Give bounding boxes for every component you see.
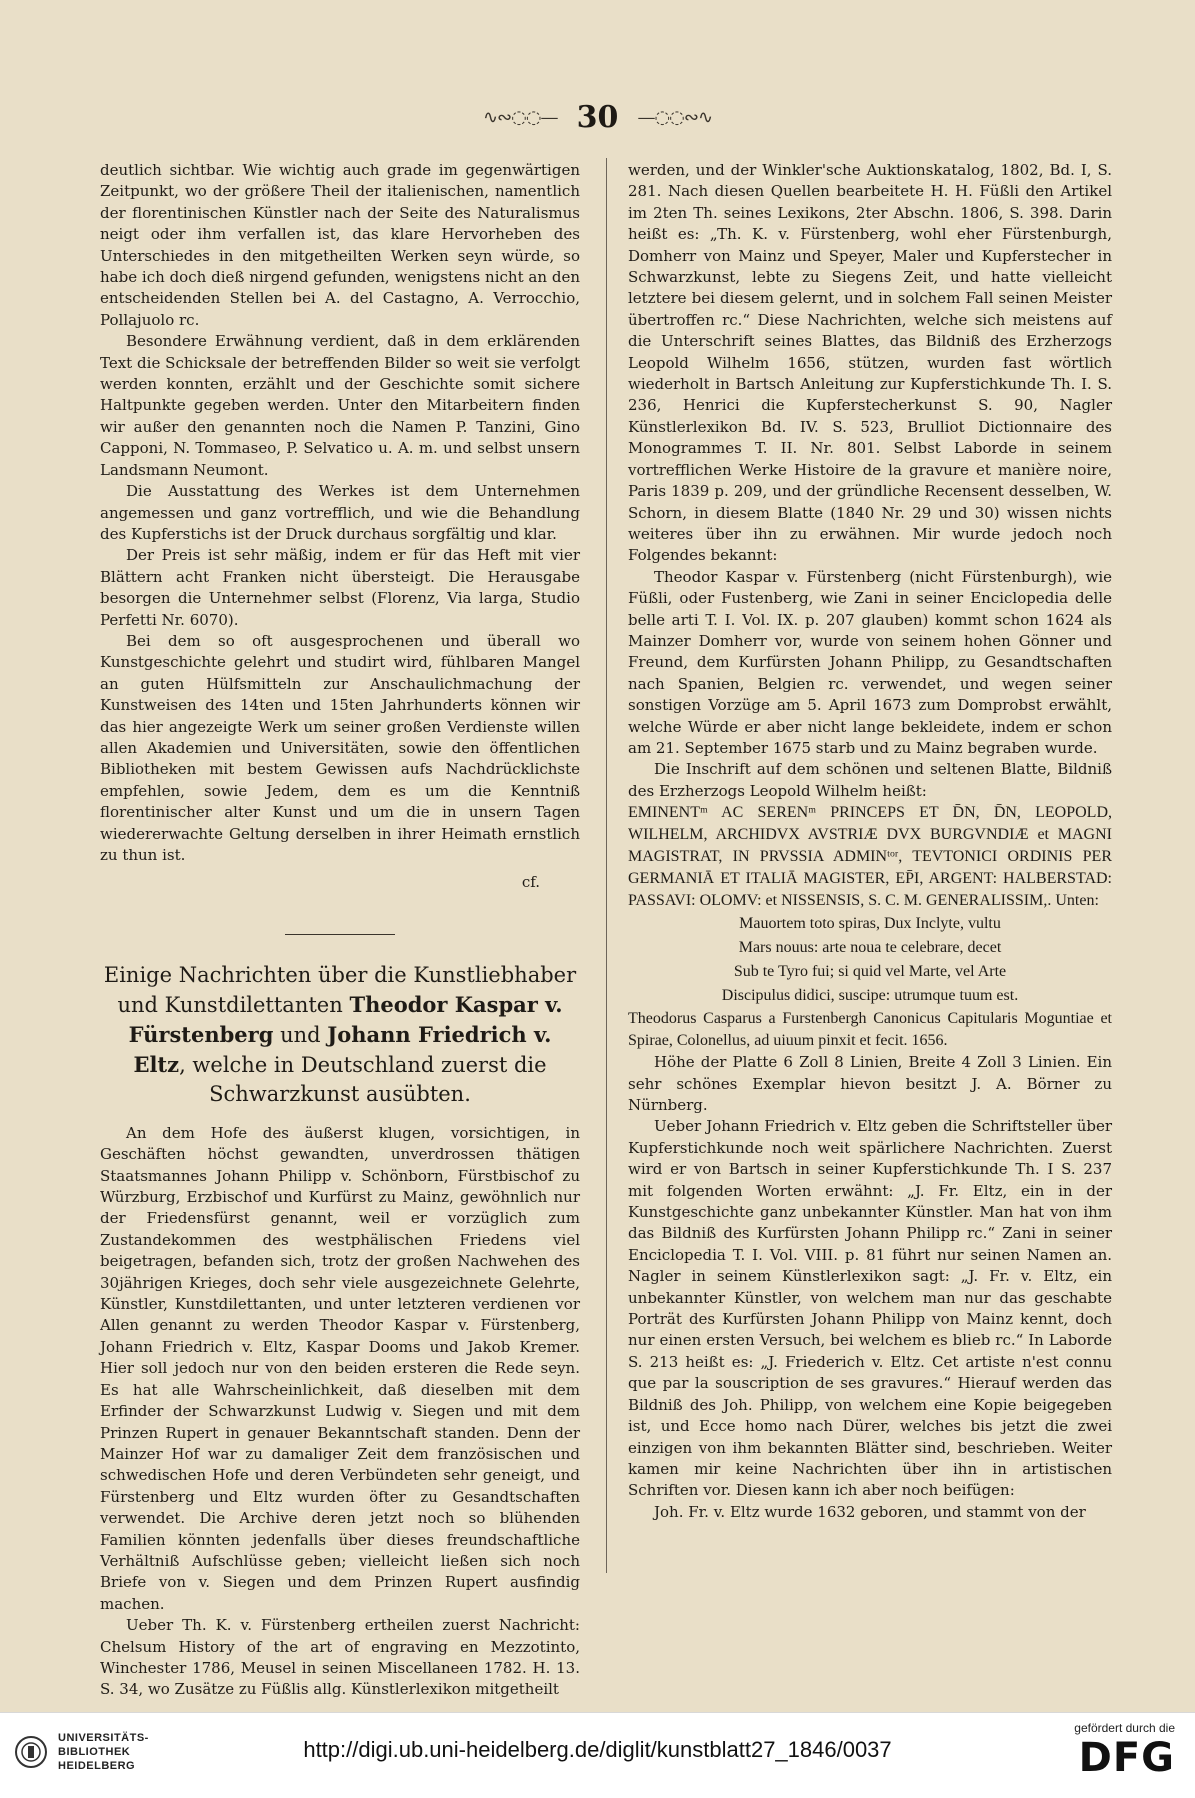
heading-text: Einige Nachrichten über die Kunstliebhaber und Kunstdilettanten — [103, 962, 577, 1017]
paragraph: Ueber Johann Friedrich v. Eltz geben die Schriftsteller über Kupferstichkunde noch weit spärlichere Nachrichten. Zuerst wird er von Bartsch in seiner Kupferstichkunde Th. I S. 237 mit folgenden Worten erwähnt: „J. Fr. Eltz, ein in der Kunstgeschichte ganz unbekannter Künstler. Man hat von ihm das Bildniß des Kurfürsten Johann Philipp rc.“ Zani in seiner Enciclopedia T. I. Vol. VIII. p. 81 führt nur seinen Namen an. Nagler in seinem Künstlerlexikon sagt: „J. Fr. v. Eltz, ein unbekannter Künstler, von welchem man nur das geschabte Porträt des Kurfürsten Johann Philipp von Mainz kennt, doch nur einen ersten Versuch, bei welchem es blieb rc.“ In Laborde S. 213 heißt es: „J. Friederich v. Eltz. Cet artiste n'est connu que par la souscription de ses gravures.“ Hierauf werden das Bildniß des Joh. Philipp, von welchem eine Kopie beigegeben ist, und Ecce homo nach Dürer, welches bis jetzt die zwei einzigen von ihm bekannten Blätter sind, beschrieben. Weiter kamen mir keine Nachrichten über ihn in artistischen Schriften vor. Diesen kann ich aber noch beifügen: — [628, 1117, 1112, 1500]
verse-line: Mauortem toto spiras, Dux Inclyte, vultu — [739, 915, 1001, 933]
library-name-line: BIBLIOTHEK — [58, 1746, 131, 1758]
inscription-tail: Unten: — [1055, 892, 1099, 910]
portrait-inscription — [628, 802, 1112, 912]
library-name-line: HEIDELBERG — [58, 1760, 136, 1772]
sponsor-block — [1074, 1721, 1175, 1781]
ornament-left-icon: ∿∾◌◌— — [482, 107, 558, 128]
source-url-link[interactable]: http://digi.ub.uni-heidelberg.de/diglit/kunstblatt27_1846/0037 — [303, 1737, 892, 1762]
page-header — [0, 100, 1195, 135]
verse-line: Sub te Tyro fui; si quid vel Marte, vel Arte — [733, 963, 1007, 981]
dfg-logo: DFG — [1078, 1735, 1175, 1781]
paragraph: Die Ausstattung des Werkes ist dem Unternehmen angemessen und ganz vortrefflich, und wie die Behandlung des Kupferstichs ist der Druck durchaus sorgfältig und klar. — [100, 482, 580, 543]
author-signature: cf. — [521, 873, 540, 892]
heading-text: und — [280, 1022, 321, 1047]
page-number: 30 — [576, 100, 619, 135]
library-name-line: UNIVERSITÄTS- — [58, 1732, 149, 1744]
right-column — [628, 160, 1112, 1523]
inscription-text: EMINENTᵐ AC SERENᵐ PRINCEPS ET D̄N, D̄N, LEOPOLD, WILHELM, ARCHIDVX AVSTRIÆ DVX BURGVNDIÆ et MAGNI MAGISTRAT, IN PRVSSIA ADMINᵗᵒʳ, TEVTONICI ORDINIS PER GERMANIĀ ET ITALIĀ MAGISTER, EP̄I, ARGENT: HALBERSTAD: PASSAVI: OLOMV: et NISSENSIS, S. C. M. GENERALISSIM,. — [628, 804, 1112, 910]
column-divider — [606, 158, 607, 1573]
heading-name-fuerstenberg: Theodor Kaspar v. Fürstenberg — [128, 991, 563, 1047]
verse-line: Mars nouus: arte noua te celebrare, decet — [738, 939, 1002, 957]
paragraph: Bei dem so oft ausgesprochenen und überall wo Kunstgeschichte gelehrt und studirt wird, fühlbaren Mangel an guten Hülfsmitteln zur Anschaulichmachung der Kunstweisen des 14ten und 15ten Jahrhunderts können wir das hier angezeigte Werk um seiner großen Verdienste willen allen Akademien und Universitäten, sowie den öffentlichen Bibliotheken mit bestem Gewissen aufs Nachdrücklichste empfehlen, sowie Jedem, dem es um die Kenntniß florentinischer alter Kunst und um die in unsern Tagen wiedererwachte Geltung derselben in ihrer Heimath ernstlich zu thun ist. — [100, 631, 580, 864]
latin-signature: Theodorus Casparus a Furstenbergh Canonicus Capitularis Moguntiae et Spirae, Colonellus, ad uiuum pinxit et fecit. 1656. — [628, 1010, 1112, 1050]
article-heading — [100, 961, 580, 1109]
heading-text: , welche in Deutschland zuerst die Schwarzkunst ausübten. — [179, 1052, 547, 1106]
verse-line: Discipulus didici, suscipe: utrumque tuum est. — [721, 987, 1019, 1005]
paragraph: werden, und der Winkler'sche Auktionskatalog, 1802, Bd. I, S. 281. Nach diesen Quellen bearbeitete H. H. Füßli den Artikel im 2ten Th. seines Lexikons, 2ter Abschn. 1806, S. 398. Darin heißt es: „Th. K. v. Fürstenberg, wohl eher Fürstenburgh, Domherr von Mainz und Speyer, Maler und Kupferstecher in Schwarzkunst, lebte zu Siegens Zeit, und hatte vielleicht letztere bei diesem gelernt, und in solchem Fall seinen Meister übertroffen rc.“ Diese Nachrichten, welche sich meistens auf die Unterschrift seines Blattes, das Bildniß des Erzherzogs Leopold Wilhelm 1656, stützen, wurden fast wörtlich wiederholt in Bartsch Anleitung zur Kupferstichkunde Th. I. S. 236, Henrici die Kupferstecherkunst S. 90, Nagler Künstlerlexikon Bd. IV. S. 523, Brulliot Dictionnaire des Monogrammes T. II. Nr. 801. Selbst Laborde in seinem vortrefflichen Werke Histoire de la gravure et manière noire, Paris 1839 p. 209, und der gründliche Recensent desselben, W. Schorn, in diesem Blatte (1840 Nr. 29 und 30) wissen nichts weiteres über ihn zu erwähnen. Mir wurde jedoch noch Folgendes bekannt: — [628, 161, 1112, 565]
paragraph: Besondere Erwähnung verdient, daß in dem erklärenden Text die Schicksale der betreffenden Bilder so weit sie verfolgt werden konnten, erzählt und der Geschichte somit sichere Haltpunkte gegeben werden. Unter den Mitarbeitern finden wir außer den genannten noch die Namen P. Tanzini, Gino Capponi, N. Tommaseo, P. Selvatico u. A. m. und selbst unsern Landsmann Neumont. — [100, 332, 580, 479]
digitization-footer — [0, 1712, 1195, 1798]
paragraph: Die Inschrift auf dem schönen und seltenen Blatte, Bildniß des Erzherzogs Leopold Wilhelm heißt: — [628, 760, 1112, 800]
paragraph: Höhe der Platte 6 Zoll 8 Linien, Breite 4 Zoll 3 Linien. Ein sehr schönes Exemplar hievon besitzt J. A. Börner zu Nürnberg. — [628, 1053, 1112, 1114]
sponsor-text: gefördert durch die — [1074, 1721, 1175, 1735]
paragraph: Der Preis ist sehr mäßig, indem er für das Heft mit vier Blättern acht Franken nicht übersteigt. Die Herausgabe besorgen die Unternehmer selbst (Florenz, Via larga, Studio Perfetti Nr. 6070). — [100, 546, 580, 629]
paragraph: Joh. Fr. v. Eltz wurde 1632 geboren, und stammt von der — [654, 1502, 1086, 1521]
heading-name-eltz: Johann Friedrich v. Eltz — [133, 1021, 552, 1077]
section-divider — [285, 934, 395, 935]
paragraph: Ueber Th. K. v. Fürstenberg ertheilen zuerst Nachricht: Chelsum History of the art of engraving en Mezzotinto, Winchester 1786, Meusel in seinen Miscellaneen 1782. H. 13. S. 34, wo Zusätze zu Füßlis allg. Künstlerlexikon mitgetheilt — [100, 1616, 580, 1699]
paragraph: Theodor Kaspar v. Fürstenberg (nicht Fürstenburgh), wie Füßli, oder Fustenberg, wie Zani in seiner Enciclopedia delle belle arti T. I. Vol. IX. p. 207 glauben) kommt schon 1624 als Mainzer Domherr vor, wurde von seinem hohen Gönner und Freund, dem Kurfürsten Johann Philipp, zu Gesandtschaften nach Spanien, Belgien rc. verwendet, und wegen seiner sonstigen Vorzüge am 5. April 1673 zum Domprobst erwählt, welche Würde er aber nicht lange bekleidete, indem er schon am 21. September 1675 starb und zu Mainz begraben wurde. — [628, 567, 1112, 757]
paragraph: An dem Hofe des äußerst klugen, vorsichtigen, in Geschäften höchst gewandten, unverdrossen thätigen Staatsmannes Johann Philipp v. Schönborn, Fürstbischof zu Würzburg, Erzbischof und Kurfürst zu Mainz, gewöhnlich nur der Friedensfürst genannt, weil er vorzüglich zum Zustandekommen des westphälischen Friedens viel beigetragen, befanden sich, trotz der großen Nachwehen des 30jährigen Krieges, doch sehr viele ausgezeichnete Gelehrte, Künstler, Kunstdilettanten, und unter letzteren verdienen vor Allen genannt zu werden Theodor Kaspar v. Fürstenberg, Johann Friedrich v. Eltz, Kaspar Dooms und Jakob Kremer. Hier soll jedoch nur von den beiden ersteren die Rede seyn. Es hat alle Wahrscheinlichkeit, daß dieselben mit dem Erfinder der Schwarzkunst Ludwig v. Siegen und mit dem Prinzen Rupert in genauer Bekanntschaft standen. Denn der Mainzer Hof war zu damaliger Zeit dem französischen und schwedischen Hofe und deren Verbündeten sehr geneigt, und Fürstenberg und Eltz wurden öfter zu Gesandtschaften verwendet. Die Archive deren jetzt noch so blühenden Familien könnten jedenfalls über dieses freundschaftliche Verhältniß Aufschlüsse geben; vielleicht ließen sich noch Briefe von v. Siegen und dem Prinzen Rupert ausfindig machen. — [100, 1123, 580, 1613]
left-column — [100, 160, 580, 1701]
paragraph: deutlich sichtbar. Wie wichtig auch grade im gegenwärtigen Zeitpunkt, wo der größere Theil der italienischen, namentlich der florentinischen Künstler nach der Seite des Naturalismus neigt oder ihm verfallen ist, das klare Hervorheben des Unterschiedes in den mitgetheilten Werken seyn würde, so habe ich doch dieß nirgend gefunden, wenigstens nicht an den entscheidenden Stellen bei A. del Castagno, A. Verrocchio, Pollajuolo rc. — [100, 161, 580, 329]
ornament-right-icon: —◌◌∾∿ — [637, 107, 713, 128]
